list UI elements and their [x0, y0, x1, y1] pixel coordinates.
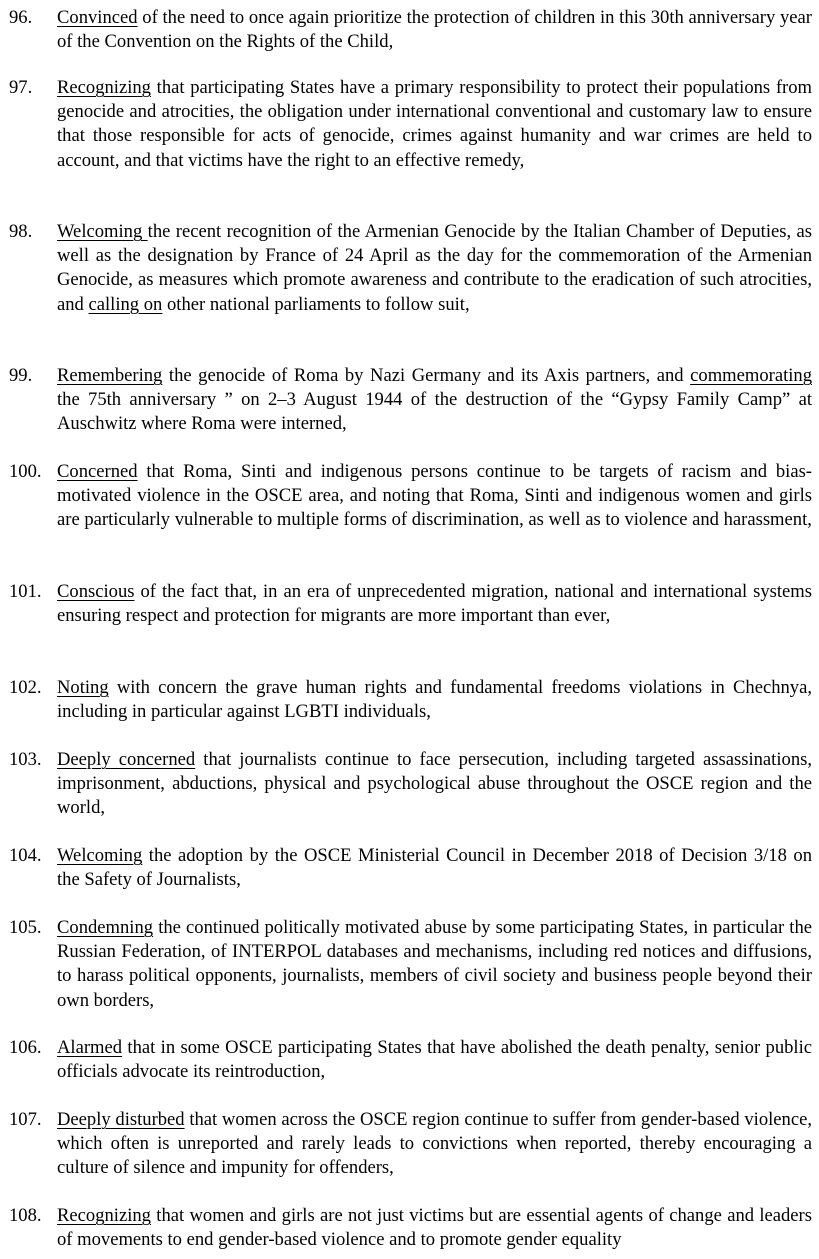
paragraph-body: that women across the OSCE region continue to suffer from gender-based violence, which often is unreported and rarely leads to convictions when reported, thereby encouraging a culture of silence and impunity for offenders,	[57, 1109, 812, 1179]
paragraph-body-continued: the 75th anniversary ” on 2–3 August 1944 of the destruction of the “Gypsy Family Camp” at Auschwitz where Roma were interned,	[57, 389, 812, 435]
paragraph-text	[57, 916, 812, 1013]
paragraph-text	[57, 748, 812, 821]
paragraph	[9, 1108, 812, 1181]
paragraph-text	[57, 364, 812, 437]
paragraph-number: 104.	[9, 845, 42, 866]
paragraph-body: of the fact that, in an era of unprecedented migration, national and international systems ensuring respect and protection for migrants are more important than ever,	[57, 581, 812, 627]
paragraph-text	[57, 460, 812, 533]
paragraph-number: 106.	[9, 1037, 42, 1058]
paragraph-body: that in some OSCE participating States that have abolished the death penalty, senior public officials advocate its reintroduction,	[57, 1037, 812, 1083]
paragraph	[9, 220, 812, 317]
operative-keyword: Alarmed	[57, 1037, 123, 1058]
operative-keyword: Remembering	[57, 365, 163, 386]
paragraph	[9, 1204, 812, 1252]
paragraph-text	[57, 6, 812, 54]
operative-keyword: Deeply disturbed	[57, 1109, 185, 1130]
operative-keyword: Convinced	[57, 7, 138, 28]
operative-keyword: Welcoming	[57, 221, 148, 242]
paragraph	[9, 580, 812, 628]
paragraph-body: the adoption by the OSCE Ministerial Council in December 2018 of Decision 3/18 on the Safety of Journalists,	[57, 845, 812, 891]
operative-keyword: Conscious	[57, 581, 135, 602]
paragraph-text	[57, 1108, 812, 1181]
operative-keyword: Deeply concerned	[57, 749, 196, 770]
paragraph-body: of the need to once again prioritize the protection of children in this 30th anniversary year of the Convention on the Rights of the Child,	[57, 7, 812, 53]
paragraph-text	[57, 844, 812, 892]
paragraph-body: the genocide of Roma by Nazi Germany and its Axis partners, and	[162, 365, 691, 386]
operative-keyword: Noting	[57, 677, 109, 698]
paragraph-number: 102.	[9, 677, 42, 698]
paragraph-number: 105.	[9, 917, 42, 938]
operative-keyword: Recognizing	[57, 77, 151, 98]
paragraph-number: 98.	[9, 221, 33, 242]
paragraph-body: that women and girls are not just victims but are essential agents of change and leaders of movements to end gender-based violence and to promote gender equality	[57, 1205, 812, 1251]
operative-keyword: Welcoming	[57, 845, 143, 866]
paragraph-text	[57, 580, 812, 628]
paragraph-text	[57, 76, 812, 173]
paragraph-number: 97.	[9, 77, 33, 98]
paragraph-text	[57, 1204, 812, 1252]
paragraph-body: with concern the grave human rights and fundamental freedoms violations in Chechnya, including in particular against LGBTI individuals,	[57, 677, 812, 723]
paragraph-body: that Roma, Sinti and indigenous persons continue to be targets of racism and bias-motivated violence in the OSCE area, and noting that Roma, Sinti and indigenous women and girls are particularly vulnerable to multiple forms of discrimination, as well as to violence and harassment,	[57, 461, 812, 531]
paragraph-body: the recent recognition of the Armenian Genocide by the Italian Chamber of Deputies, as well as the designation by France of 24 April as the day for the commemoration of the Armenian Genocide, as measures which promote awareness and contribute to the eradication of such atrocities, and	[57, 221, 813, 315]
operative-keyword: Concerned	[57, 461, 138, 482]
paragraph-body: the continued politically motivated abuse by some participating States, in particular the Russian Federation, of INTERPOL databases and mechanisms, including red notices and diffusions, to harass political opponents, journalists, members of civil society and business people beyond their own borders,	[57, 917, 812, 1011]
paragraph-number: 96.	[9, 7, 33, 28]
paragraph-text	[57, 676, 812, 724]
paragraph-number: 107.	[9, 1109, 42, 1130]
paragraph-body: that journalists continue to face persecution, including targeted assassinations, imprisonment, abductions, physical and psychological abuse throughout the OSCE region and the world,	[57, 749, 812, 819]
paragraph	[9, 844, 812, 892]
paragraph-number: 100.	[9, 461, 42, 482]
operative-keyword-secondary: calling on	[88, 293, 163, 315]
paragraph	[9, 916, 812, 1013]
paragraph	[9, 6, 812, 54]
operative-keyword: Recognizing	[57, 1205, 151, 1226]
paragraph-number: 108.	[9, 1205, 42, 1226]
paragraph	[9, 676, 812, 724]
paragraph-number: 101.	[9, 581, 42, 602]
paragraph-body: that participating States have a primary responsibility to protect their populations from genocide and atrocities, the obligation under international conventional and customary law to ensure that those responsible for acts of genocide, crimes against humanity and war crimes are held to account, and that victims have the right to an effective remedy,	[57, 77, 812, 171]
paragraph	[9, 460, 812, 533]
paragraph-number: 103.	[9, 749, 42, 770]
paragraph	[9, 748, 812, 821]
paragraph-number: 99.	[9, 365, 33, 386]
paragraph-text	[57, 1036, 812, 1084]
operative-keyword-secondary: commemorating	[690, 365, 812, 386]
paragraph	[9, 364, 812, 437]
paragraph	[9, 1036, 812, 1084]
paragraph-text	[57, 220, 812, 317]
paragraph	[9, 76, 812, 173]
paragraph-body-continued: other national parliaments to follow suit,	[162, 293, 470, 315]
operative-keyword: Condemning	[57, 917, 154, 938]
